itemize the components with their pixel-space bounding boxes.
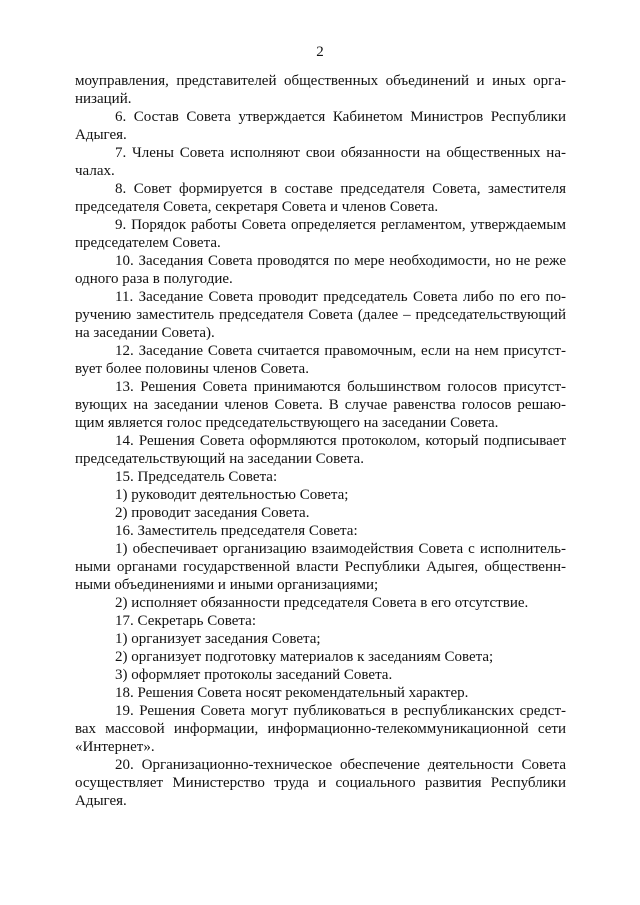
text-line: вующих на заседании членов Совета. В случае равенства голосов решаю-: [75, 397, 566, 413]
document-body: [75, 72, 566, 810]
text-line: щим является голос председательствующего на заседании Совета.: [75, 415, 499, 431]
text-line: председателем Совета.: [75, 235, 221, 251]
text-line: 12. Заседание Совета считается правомочным, если на нем присутст-: [115, 343, 566, 359]
text-line: 14. Решения Совета оформляются протоколом, который подписывает: [115, 433, 566, 449]
text-line: одного раза в полугодие.: [75, 271, 233, 287]
text-line: 2) организует подготовку материалов к заседаниям Совета;: [115, 649, 494, 665]
text-line: Адыгея.: [75, 127, 127, 143]
text-line: осуществляет Министерство труда и социального развития Республики: [75, 775, 566, 791]
text-line: 9. Порядок работы Совета определяется регламентом, утверждаемым: [115, 217, 566, 233]
text-line: председателя Совета, секретаря Совета и членов Совета.: [75, 199, 439, 215]
text-line: 10. Заседания Совета проводятся по мере необходимости, но не реже: [115, 253, 566, 269]
text-line: 16. Заместитель председателя Совета:: [115, 523, 358, 539]
text-line: 11. Заседание Совета проводит председатель Совета либо по его по-: [115, 289, 566, 305]
text-line: 13. Решения Совета принимаются большинством голосов присутст-: [115, 379, 566, 395]
text-line: Адыгея.: [75, 793, 127, 809]
text-line: на заседании Совета).: [75, 325, 215, 341]
text-line: чалах.: [75, 163, 115, 179]
text-line: «Интернет».: [75, 739, 155, 755]
text-line: вует более половины членов Совета.: [75, 361, 309, 377]
text-line: вах массовой информации, информационно-телекоммуникационной сети: [75, 721, 566, 737]
text-line: 19. Решения Совета могут публиковаться в республиканских средст-: [115, 703, 566, 719]
page-number: 2: [316, 44, 324, 60]
text-line: 17. Секретарь Совета:: [115, 613, 256, 629]
text-line: низаций.: [75, 91, 132, 107]
text-line: 15. Председатель Совета:: [115, 469, 278, 485]
text-line: ручению заместитель председателя Совета (далее – председательствующий: [75, 307, 566, 323]
text-line: председательствующий на заседании Совета.: [75, 451, 364, 467]
text-line: 7. Члены Совета исполняют свои обязанности на общественных на-: [115, 145, 566, 161]
text-line: 1) организует заседания Совета;: [115, 631, 321, 647]
text-line: моуправления, представителей общественных объединений и иных орга-: [75, 73, 566, 89]
text-line: 18. Решения Совета носят рекомендательный характер.: [115, 685, 469, 701]
text-line: 1) обеспечивает организацию взаимодействия Совета с исполнитель-: [115, 541, 566, 557]
text-line: ными объединениями и иными организациями;: [75, 577, 379, 593]
text-line: 8. Совет формируется в составе председателя Совета, заместителя: [115, 181, 566, 197]
text-line: 20. Организационно-техническое обеспечение деятельности Совета: [115, 757, 566, 773]
text-line: 1) руководит деятельностью Совета;: [115, 487, 349, 503]
text-line: 2) исполняет обязанности председателя Совета в его отсутствие.: [115, 595, 529, 611]
text-line: 6. Состав Совета утверждается Кабинетом Министров Республики: [115, 109, 566, 125]
text-line: ными органами государственной власти Республики Адыгея, общественн-: [75, 559, 566, 575]
text-line: 2) проводит заседания Совета.: [115, 505, 310, 521]
text-line: 3) оформляет протоколы заседаний Совета.: [115, 667, 393, 683]
